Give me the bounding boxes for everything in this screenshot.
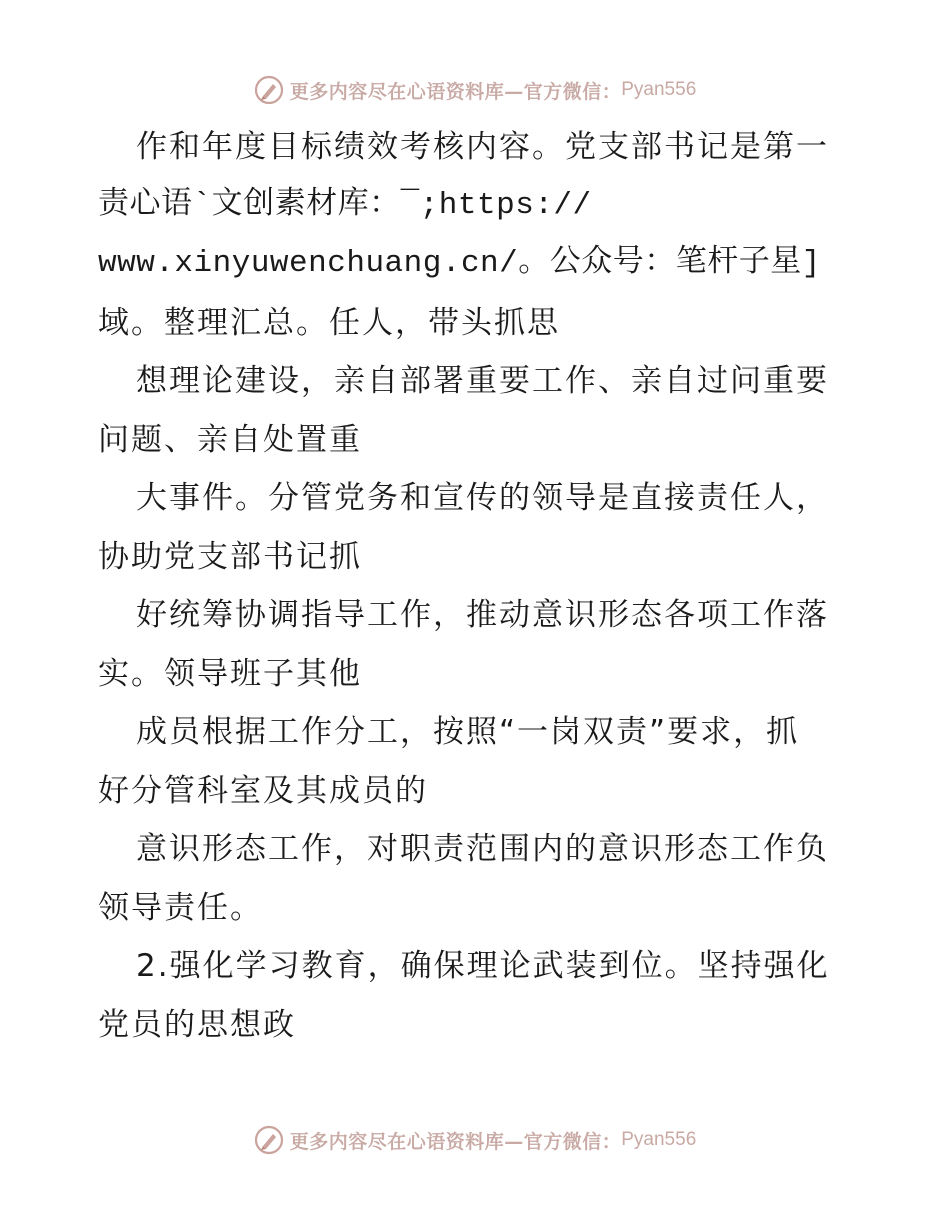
document-body (98, 118, 858, 1054)
pen-logo-icon (254, 75, 284, 105)
text-line: 好分管科室及其成员的 (98, 772, 428, 809)
header-wechat-id: Pyan556 (621, 79, 697, 100)
text-line: 成员根据工作分工，按照“一岗双责”要求，抓 (136, 714, 800, 750)
pen-logo-icon (254, 1125, 284, 1155)
footer-watermark-text: 更多内容尽在心语资料库—官方微信： (289, 1130, 622, 1153)
text-line: 2.强化学习教育，确保理论武装到位。坚持强化 (136, 948, 830, 984)
header-watermark-text: 更多内容尽在心语资料库—官方微信： (289, 80, 622, 103)
text-line: www.xinyuwenchuang.cn/。公众号：笔杆子星] (98, 246, 821, 281)
text-line: 实。领导班子其他 (98, 655, 362, 692)
text-line: 意识形态工作，对职责范围内的意识形态工作负 (136, 831, 829, 867)
header-watermark-banner (0, 70, 950, 110)
text-line: 好统筹协调指导工作，推动意识形态各项工作落 (136, 597, 829, 633)
text-line: 领导责任。 (98, 889, 263, 926)
footer-watermark-banner (0, 1120, 950, 1160)
text-line: 党员的思想政 (98, 1006, 296, 1043)
footer-wechat-id: Pyan556 (621, 1129, 697, 1150)
text-line: 域。整理汇总。任人，带头抓思 (98, 304, 560, 341)
text-line: 想理论建设，亲自部署重要工作、亲自过问重要 (136, 363, 829, 399)
text-line: 协助党支部书记抓 (98, 538, 362, 575)
text-line: 大事件。分管党务和宣传的领导是直接责任人， (136, 480, 829, 516)
text-line: 问题、亲自处置重 (98, 421, 362, 458)
text-line: 作和年度目标绩效考核内容。党支部书记是第一 (136, 129, 829, 165)
text-line: 责心语`文创素材库：¯;https:// (98, 187, 592, 223)
